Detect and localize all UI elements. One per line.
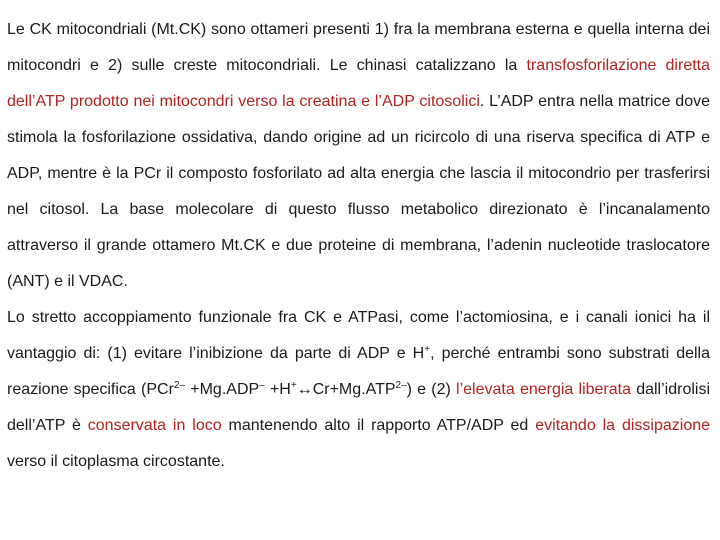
superscript: +	[424, 344, 431, 355]
superscript: 2–	[395, 380, 407, 391]
text-segment: . L’ADP entra nella matrice dove stimola la fosforilazione ossidativa, dando origine ad un ricircolo di una riserva specifica di ATP e ADP, mentre è la PCr il composto fosforilato ad alta energia che lascia il mitocondrio per trasferirsi nel citosol. La base molecolare di questo flusso metabolico direzionato è l’incanalamento attraverso il grande ottamero Mt.CK e due proteine di membrana, l’adenin nucleotide traslocatore (ANT) e il VDAC.	[7, 93, 710, 290]
highlighted-text: conservata in loco	[87, 417, 222, 434]
highlighted-text: l’elevata energia liberata	[456, 381, 631, 398]
text-segment: ↔Cr+Mg.ATP	[296, 381, 396, 398]
paragraph-functional-coupling	[7, 300, 710, 480]
text-segment: Lo stretto accoppiamento funzionale fra CK e ATPasi, come l’actomiosina, e i canali ionici ha il vantaggio di: (1) evitare l’inibizione da parte di ADP e H	[7, 309, 710, 362]
highlighted-text: transfosforilazione diretta dell’ATP prodotto nei mitocondri verso la creatina e l’ADP citosolici	[7, 57, 711, 110]
text-segment: +Mg.ADP	[185, 381, 260, 398]
paragraph-mitochondrial-ck	[7, 12, 710, 300]
superscript: 2–	[173, 380, 186, 391]
text-segment: dall’idrolisi dell’ATP è	[7, 381, 711, 434]
text-segment: , perché entrambi sono substrati della reazione specifica (PCr	[7, 345, 711, 398]
highlighted-text: evitando la dissipazione	[535, 417, 711, 434]
text-segment: ) e (2)	[406, 381, 457, 398]
text-segment: mantenendo alto il rapporto ATP/ADP ed	[221, 417, 536, 434]
superscript: –	[259, 380, 265, 391]
superscript: +	[290, 380, 297, 391]
text-segment: verso il citoplasma circostante.	[7, 453, 225, 470]
text-segment: +H	[264, 381, 291, 398]
text-segment: Le CK mitocondriali (Mt.CK) sono ottameri presenti 1) fra la membrana esterna e quella interna dei mitocondri e 2) sulle creste mitocondriali. Le chinasi catalizzano la	[7, 21, 710, 74]
